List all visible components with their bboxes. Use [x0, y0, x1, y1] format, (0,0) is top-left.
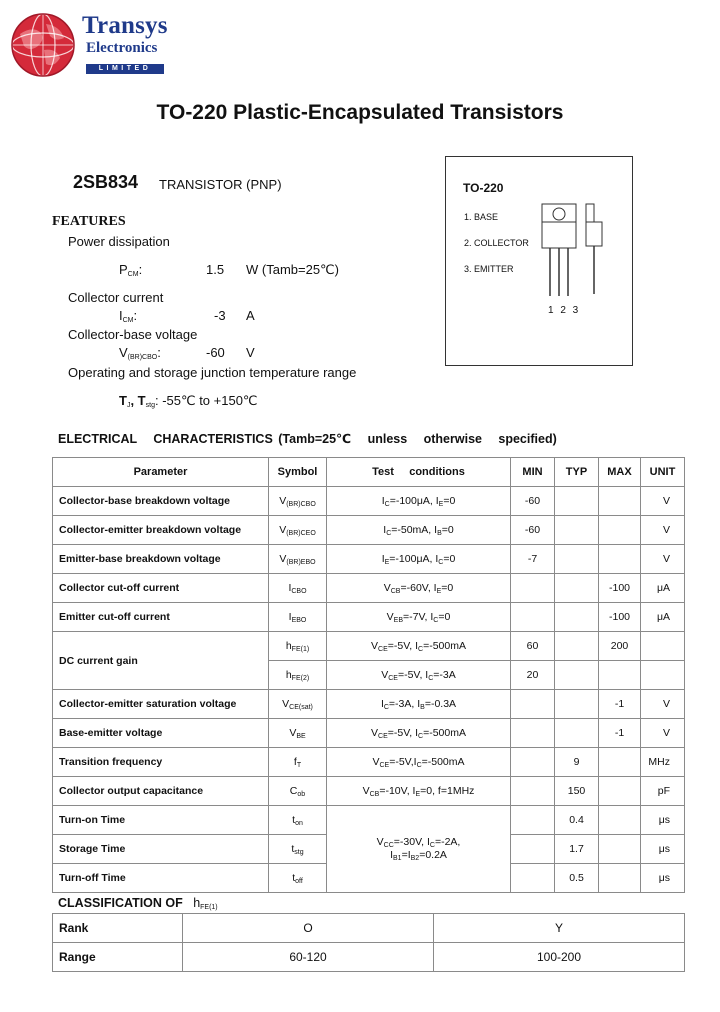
range-y: 100-200 [434, 943, 685, 972]
symbol-cell: $t_{off}$ [269, 864, 327, 893]
package-title: TO-220 [463, 181, 504, 195]
parameter-cell: Turn-off Time [53, 864, 269, 893]
classification-table [52, 913, 685, 972]
max-cell: -1 [599, 690, 641, 719]
rank-label: Rank [53, 914, 183, 943]
page-title: TO-220 Plastic-Encapsulated Transistors [156, 101, 564, 124]
symbol-cell: $f_T$ [269, 748, 327, 777]
typ-cell [555, 719, 599, 748]
condition-cell: $V_{CE}=-5V,I_C=-500mA$ [327, 748, 511, 777]
unit-cell: μs [641, 864, 685, 893]
to220-package-icon [540, 200, 610, 300]
typ-cell: 9 [555, 748, 599, 777]
unit-cell: μs [641, 835, 685, 864]
symbol-cell: $V_{(BR)EBO}$ [269, 545, 327, 574]
unit-cell: V [641, 516, 685, 545]
parameter-cell: Base-emitter voltage [53, 719, 269, 748]
typ-cell [555, 661, 599, 690]
vcbo-unit: V [246, 345, 255, 360]
parameter-cell: Emitter cut-off current [53, 603, 269, 632]
parameter-cell: Collector output capacitance [53, 777, 269, 806]
unit-cell: μA [641, 574, 685, 603]
symbol-cell: $I_{EBO}$ [269, 603, 327, 632]
max-cell [599, 661, 641, 690]
unit-cell: V [641, 487, 685, 516]
min-cell [511, 748, 555, 777]
parameter-cell: Emitter-base breakdown voltage [53, 545, 269, 574]
min-cell: -7 [511, 545, 555, 574]
parameter-cell: Collector cut-off current [53, 574, 269, 603]
typ-cell [555, 516, 599, 545]
max-cell [599, 806, 641, 835]
pin-1-label: 1. BASE [464, 212, 499, 222]
power-dissipation-label: Power dissipation [68, 234, 170, 249]
max-cell [599, 864, 641, 893]
pin-numbers: 1 2 3 [548, 305, 581, 316]
cb-voltage-label: Collector-base voltage [68, 327, 198, 342]
min-cell: -60 [511, 516, 555, 545]
typ-cell [555, 574, 599, 603]
collector-current-label: Collector current [68, 290, 164, 305]
column-header: UNIT [641, 458, 685, 487]
symbol-cell: $V_{BE}$ [269, 719, 327, 748]
unit-cell: V [641, 545, 685, 574]
typ-cell: 150 [555, 777, 599, 806]
max-cell: -100 [599, 574, 641, 603]
symbol-cell: $t_{on}$ [269, 806, 327, 835]
pin-3-label: 3. EMITTER [464, 264, 514, 274]
table-row [53, 603, 685, 632]
max-cell [599, 835, 641, 864]
condition-cell: $V_{CB}=-60V$, $I_E=0$ [327, 574, 511, 603]
symbol-cell: $t_{stg}$ [269, 835, 327, 864]
condition-cell: $V_{CE}=-5V$, $I_C=-500mA$ [327, 632, 511, 661]
condition-cell: $I_E=-100\mu A$, $I_C=0$ [327, 545, 511, 574]
globe-logo-icon [10, 12, 76, 78]
electrical-heading: ELECTRICAL CHARACTERISTICS (Tamb=25℃ unless otherwise specified) [58, 432, 557, 446]
condition-cell: $V_{EB}=-7V$, $I_C=0$ [327, 603, 511, 632]
part-type: TRANSISTOR (PNP) [159, 177, 282, 192]
typ-cell [555, 545, 599, 574]
condition-cell: $I_C=-100\mu A$, $I_E=0$ [327, 487, 511, 516]
min-cell [511, 864, 555, 893]
min-cell: 60 [511, 632, 555, 661]
max-cell [599, 545, 641, 574]
icm-value: -3 [214, 308, 226, 323]
symbol-cell: $V_{CE(sat)}$ [269, 690, 327, 719]
condition-cell: $I_C=-50mA$, $I_B=0$ [327, 516, 511, 545]
condition-cell: $V_{CE}=-5V$, $I_C=-500mA$ [327, 719, 511, 748]
temp-range-label: Operating and storage junction temperature range [68, 365, 357, 380]
parameter-cell: Collector-base breakdown voltage [53, 487, 269, 516]
table-row [53, 632, 685, 661]
brand-name: Transys [82, 12, 168, 39]
part-number: 2SB834 [73, 172, 139, 192]
symbol-cell: $V_{(BR)CBO}$ [269, 487, 327, 516]
vcbo-value: -60 [206, 345, 225, 360]
table-row [53, 690, 685, 719]
column-header: Parameter [53, 458, 269, 487]
pin-2-label: 2. COLLECTOR [464, 238, 529, 248]
table-row [53, 806, 685, 835]
unit-cell: V [641, 719, 685, 748]
min-cell [511, 835, 555, 864]
table-row [53, 574, 685, 603]
unit-cell: MHz [641, 748, 685, 777]
table-row [53, 545, 685, 574]
range-label: Range [53, 943, 183, 972]
typ-cell [555, 632, 599, 661]
symbol-cell: $h_{FE(1)}$ [269, 632, 327, 661]
max-cell: -100 [599, 603, 641, 632]
typ-cell: 1.7 [555, 835, 599, 864]
condition-cell: $V_{CB}=-10V$, $I_E=0$, f=1MHz [327, 777, 511, 806]
classification-heading: CLASSIFICATION OF $h_{FE(1)}$ [58, 896, 218, 911]
range-o: 60-120 [183, 943, 434, 972]
unit-cell: μA [641, 603, 685, 632]
min-cell [511, 574, 555, 603]
min-cell [511, 719, 555, 748]
pcm-value: 1.5 [206, 262, 225, 277]
symbol-cell: $h_{FE(2)}$ [269, 661, 327, 690]
min-cell [511, 777, 555, 806]
symbol-cell: $C_{ob}$ [269, 777, 327, 806]
unit-cell: pF [641, 777, 685, 806]
typ-cell [555, 690, 599, 719]
min-cell: 20 [511, 661, 555, 690]
icm-unit: A [246, 308, 255, 323]
table-row [53, 516, 685, 545]
unit-cell: μs [641, 806, 685, 835]
rank-row [53, 914, 685, 943]
parameter-cell: Turn-on Time [53, 806, 269, 835]
condition-cell: $I_C=-3A$, $I_B=-0.3A$ [327, 690, 511, 719]
condition-cell: $V_{CC}=-30V$, $I_C=-2A$, $I_{B1}=I_{B2}=0.2A$ [327, 806, 511, 893]
pcm-symbol: $P_{CM}$: [119, 262, 143, 278]
min-cell: -60 [511, 487, 555, 516]
table-row [53, 748, 685, 777]
table-row [53, 777, 685, 806]
max-cell [599, 487, 641, 516]
parameter-cell: Transition frequency [53, 748, 269, 777]
table-header-row [53, 458, 685, 487]
unit-cell [641, 632, 685, 661]
brand-subtitle: Electronics [86, 40, 158, 56]
parameter-cell: DC current gain [53, 632, 269, 690]
condition-cell: $V_{CE}=-5V$, $I_C=-3A$ [327, 661, 511, 690]
max-cell [599, 516, 641, 545]
min-cell [511, 603, 555, 632]
table-row [53, 719, 685, 748]
unit-cell [641, 661, 685, 690]
unit-cell: V [641, 690, 685, 719]
column-header: MIN [511, 458, 555, 487]
max-cell [599, 748, 641, 777]
features-heading: FEATURES [52, 214, 126, 229]
column-header: MAX [599, 458, 641, 487]
typ-cell [555, 603, 599, 632]
rank-y: Y [434, 914, 685, 943]
rank-o: O [183, 914, 434, 943]
min-cell [511, 690, 555, 719]
table-row [53, 487, 685, 516]
electrical-table [52, 457, 685, 893]
max-cell [599, 777, 641, 806]
typ-cell: 0.5 [555, 864, 599, 893]
parameter-cell: Collector-emitter breakdown voltage [53, 516, 269, 545]
vcbo-symbol: $V_{(BR)CBO}$: [119, 345, 161, 361]
max-cell: 200 [599, 632, 641, 661]
range-row [53, 943, 685, 972]
max-cell: -1 [599, 719, 641, 748]
min-cell [511, 806, 555, 835]
typ-cell: 0.4 [555, 806, 599, 835]
typ-cell [555, 487, 599, 516]
icm-symbol: $I_{CM}$: [119, 308, 138, 324]
column-header: Test conditions [327, 458, 511, 487]
parameter-cell: Collector-emitter saturation voltage [53, 690, 269, 719]
parameter-cell: Storage Time [53, 835, 269, 864]
brand-tag: LIMITED [86, 64, 164, 74]
column-header: TYP [555, 458, 599, 487]
temp-range-values: $T_J$, $T_{stg}$: -55℃ to +150℃ [119, 393, 258, 409]
symbol-cell: $I_{CBO}$ [269, 574, 327, 603]
column-header: Symbol [269, 458, 327, 487]
symbol-cell: $V_{(BR)CEO}$ [269, 516, 327, 545]
pcm-unit: W (Tamb=25℃) [246, 262, 339, 277]
